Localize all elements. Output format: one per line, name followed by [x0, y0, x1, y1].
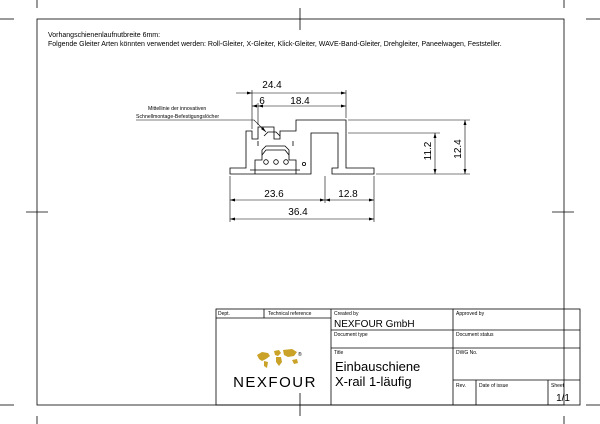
drawing-title-line-1: Einbauschiene — [335, 359, 421, 374]
created-by-label: Created by — [334, 311, 359, 317]
doc-status-label: Document status — [456, 332, 494, 338]
approved-by-label: Approved by — [456, 311, 485, 317]
dim-top-right: 18.4 — [290, 96, 310, 107]
annotation-line-2: Schnellmontage-Befestigungslöcher — [136, 114, 220, 120]
dim-top-left: 6 — [259, 96, 265, 107]
dim-bottom-left: 23.6 — [264, 189, 284, 200]
profile-section — [230, 120, 374, 174]
note-line-2: Folgende Gleiter Arten könnten verwendet werden: Roll-Gleiter, X-Gleiter, Klick-Gleiter, WAVE-Band-Gleiter, Drehgleiter, Paneelwagen, Feststeller. — [48, 41, 502, 48]
dim-bottom-right: 12.8 — [338, 189, 358, 200]
dim-height-inner: 11.2 — [423, 141, 434, 161]
dept-label: Dept. — [218, 311, 230, 317]
note-line-1: Vorhangschienenlaufnutbreite 6mm: — [48, 32, 161, 39]
logo-reg-mark: ® — [298, 352, 302, 358]
title-label: Title — [334, 350, 344, 356]
created-by-value: NEXFOUR GmbH — [334, 319, 415, 330]
world-map-icon — [257, 349, 298, 368]
logo-text: NEXFOUR — [233, 374, 317, 391]
doc-type-label: Document type — [334, 332, 368, 338]
sheet-label: Sheet — [551, 383, 565, 389]
dim-height-outer: 12.4 — [453, 139, 464, 159]
nexfour-logo — [233, 349, 317, 391]
dwg-no-label: DWG No. — [456, 350, 478, 356]
dim-bottom-total: 36.4 — [288, 207, 308, 218]
annotation-line-1: Mittellinie der innovativen — [148, 106, 207, 112]
tech-ref-label: Technical reference — [268, 311, 312, 317]
date-of-issue-label: Date of issue — [479, 383, 509, 389]
dim-top-total: 24.4 — [262, 80, 282, 91]
rev-label: Rev. — [456, 383, 466, 389]
sheet-value: 1/1 — [556, 393, 570, 404]
drawing-title-line-2: X-rail 1-läufig — [335, 374, 412, 389]
